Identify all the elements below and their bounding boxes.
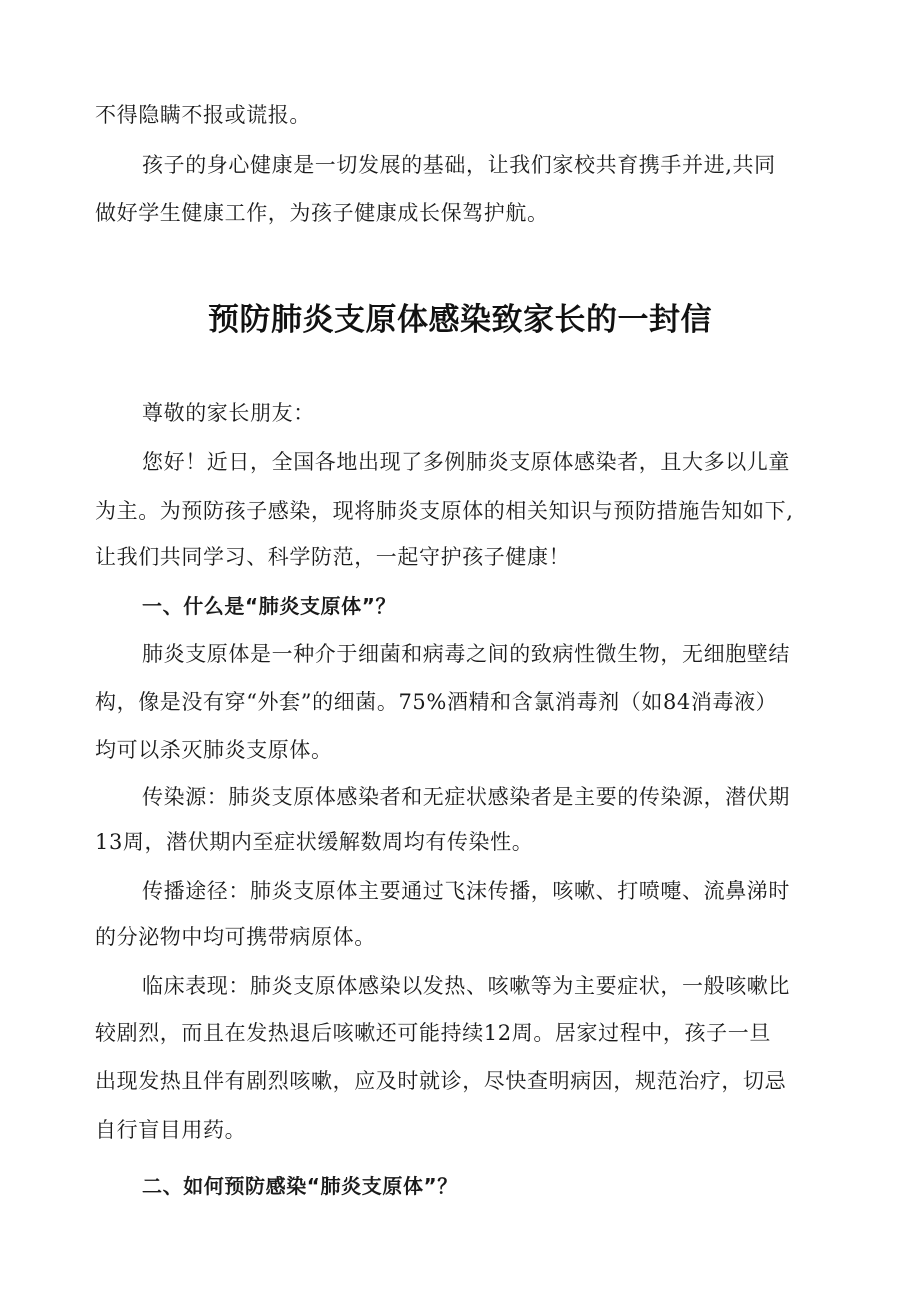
previous-letter-final-paragraph-line: 孩子的身心健康是一切发展的基础，让我们家校共育携手并进,共同	[142, 153, 776, 177]
definition-paragraph-line: 构，像是没有穿“外套”的细菌。75%酒精和含氯消毒剂（如84消毒液）	[95, 690, 778, 714]
clinical-paragraph-line: 较剧烈，而且在发热退后咳嗽还可能持续12周。居家过程中，孩子一旦	[95, 1021, 771, 1045]
transmission-route-paragraph-line: 传播途径：肺炎支原体主要通过飞沫传播，咳嗽、打喷嚏、流鼻涕时	[142, 879, 790, 903]
transmission-source-paragraph-line: 13周，潜伏期内至症状缓解数周均有传染性。	[95, 830, 534, 854]
section-1-heading: 一、什么是“肺炎支原体”？	[142, 594, 397, 618]
intro-paragraph-line: 让我们共同学习、科学防范，一起守护孩子健康！	[95, 545, 571, 569]
definition-paragraph-line: 肺炎支原体是一种介于细菌和病毒之间的致病性微生物，无细胞壁结	[142, 642, 790, 666]
intro-paragraph-line: 为主。为预防孩子感染，现将肺炎支原体的相关知识与预防措施告知如下,	[95, 499, 794, 523]
definition-paragraph-line: 均可以杀灭肺炎支原体。	[95, 738, 333, 762]
clinical-paragraph-line: 临床表现：肺炎支原体感染以发热、咳嗽等为主要症状，一般咳嗽比	[142, 974, 790, 998]
section-2-heading: 二、如何预防感染“肺炎支原体”？	[142, 1174, 458, 1198]
transmission-source-paragraph-line: 传染源：肺炎支原体感染者和无症状感染者是主要的传染源，潜伏期	[142, 785, 790, 809]
salutation: 尊敬的家长朋友：	[142, 401, 315, 425]
intro-paragraph-line: 您好！近日，全国各地出现了多例肺炎支原体感染者，且大多以儿童	[142, 450, 790, 474]
clinical-paragraph-line: 出现发热且伴有剧烈咳嗽，应及时就诊，尽快查明病因，规范治疗，切忌	[95, 1069, 787, 1093]
letter-title: 预防肺炎支原体感染致家长的一封信	[208, 302, 712, 338]
previous-letter-closing-line: 不得隐瞒不报或谎报。	[95, 103, 311, 127]
transmission-route-paragraph-line: 的分泌物中均可携带病原体。	[95, 925, 376, 949]
previous-letter-final-paragraph-line: 做好学生健康工作，为孩子健康成长保驾护航。	[95, 201, 549, 225]
clinical-paragraph-line: 自行盲目用药。	[95, 1118, 247, 1142]
